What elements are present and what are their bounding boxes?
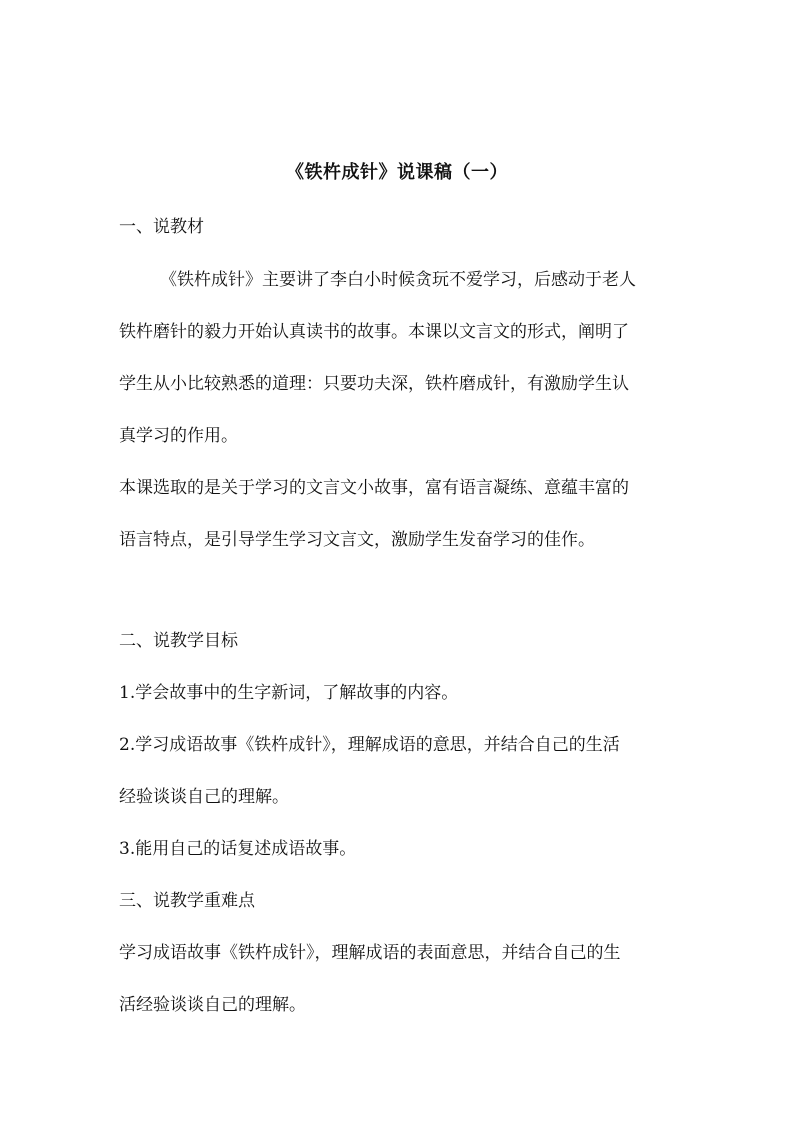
goal-item: 2.学习成语故事《铁杵成针》，理解成语的意思，并结合自己的生活 xyxy=(119,735,620,755)
paragraph-line: 铁杵磨针的毅力开始认真读书的故事。本课以文言文的形式，阐明了 xyxy=(119,322,629,342)
section-heading-teaching-material: 一、说教材 xyxy=(119,217,204,237)
paragraph-line: 《铁杵成针》主要讲了李白小时候贪玩不爱学习，后感动于老人 xyxy=(160,270,636,290)
paragraph-line: 活经验谈谈自己的理解。 xyxy=(119,995,306,1015)
section-heading-key-difficulties: 三、说教学重难点 xyxy=(119,891,255,911)
document-title: 《铁杵成针》说课稿（一） xyxy=(286,162,508,183)
paragraph-line: 学生从小比较熟悉的道理：只要功夫深，铁杵磨成针，有激励学生认 xyxy=(119,374,629,394)
paragraph-line: 真学习的作用。 xyxy=(119,426,238,446)
paragraph-line: 学习成语故事《铁杵成针》，理解成语的表面意思，并结合自己的生 xyxy=(119,943,621,963)
paragraph-line: 本课选取的是关于学习的文言文小故事，富有语言凝练、意蕴丰富的 xyxy=(119,478,629,498)
goal-item-continuation: 经验谈谈自己的理解。 xyxy=(119,787,289,807)
goal-item: 1.学会故事中的生字新词，了解故事的内容。 xyxy=(119,683,459,703)
goal-item: 3.能用自己的话复述成语故事。 xyxy=(119,839,357,859)
paragraph-line: 语言特点，是引导学生学习文言文，激励学生发奋学习的佳作。 xyxy=(119,530,595,550)
section-heading-teaching-goals: 二、说教学目标 xyxy=(119,631,238,651)
